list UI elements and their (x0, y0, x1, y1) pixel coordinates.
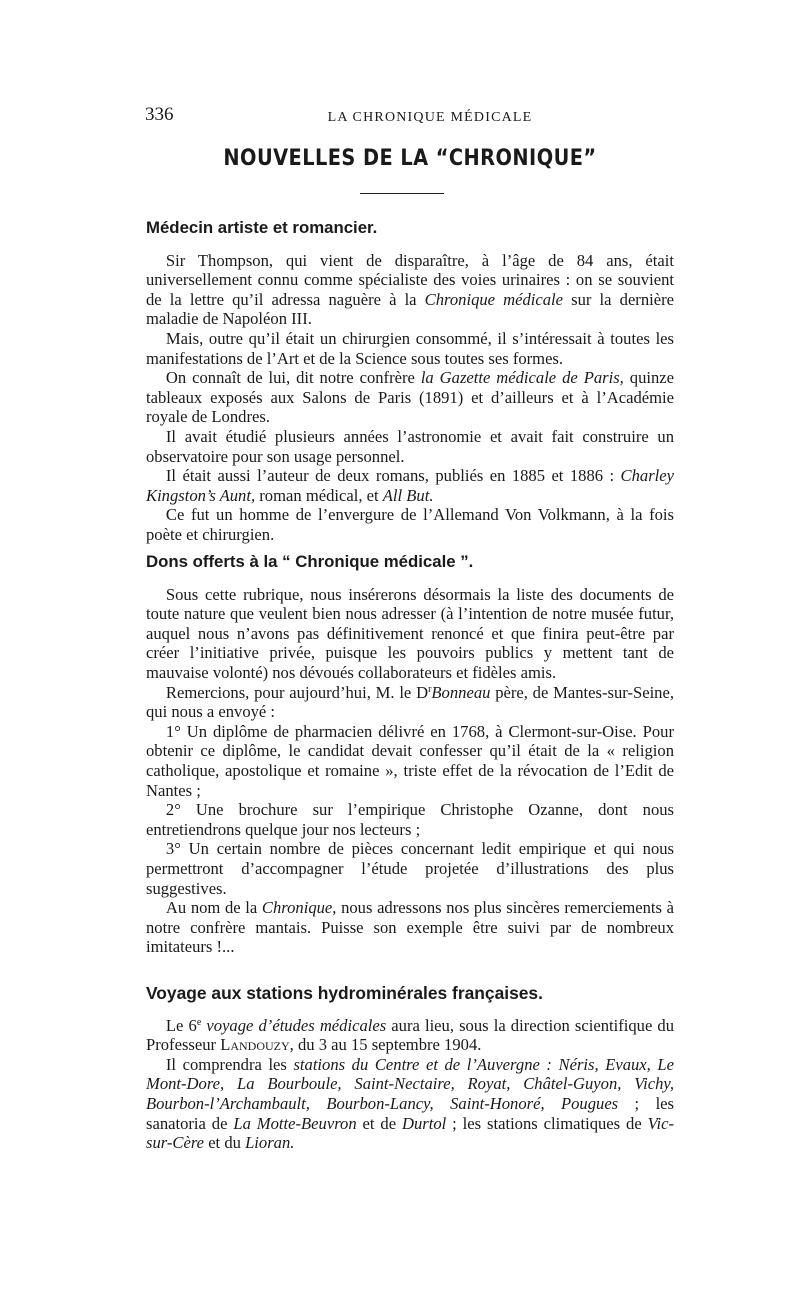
paragraph: Remercions, pour aujourd’hui, M. le $D^rBonneau$ père, de Mantes-sur-Seine, qui nous a envoyé : (146, 682, 674, 722)
paragraph: Mais, outre qu’il était un chirurgien consommé, il s’intéressait à toutes les manifestations de l’Art et de la Science sous toutes ses formes. (146, 328, 674, 368)
article-voyage-stations (146, 984, 674, 1153)
journal-title: LA CHRONIQUE MÉDICALE (327, 110, 533, 125)
paragraph: 3° Un certain nombre de pièces concernant ledit empirique et qui nous permettront d’accompagner l’étude projetée d’illustrations des plus suggestives. (146, 839, 674, 898)
paragraph: Sous cette rubrique, nous insérerons désormais la liste des documents de toute nature que veulent bien nous adresser (à l’intention de notre musée futur, auquel nous n’avons pas définitivement renoncé et que finira peut-être par créer l’initiative privée, puisque les pouvoirs publics y mettent tant de mauvaise volonté) nos dévoués collaborateurs et fidèles amis. (146, 584, 674, 682)
paragraph: 1° Un diplôme de pharmacien délivré en 1768, à Clermont-sur-Oise. Pour obtenir ce diplôme, le candidat devait confesser qu’il était de la « religion catholique, apostolique et romaine », triste effet de la révocation de l’Edit de Nantes ; (146, 721, 674, 800)
paragraph: Il avait étudié plusieurs années l’astronomie et avait fait construire un observatoire pour son usage personnel. (146, 426, 674, 466)
paragraph: Au nom de la Chronique, nous adressons nos plus sincères remerciements à notre confrère mantais. Puisse son exemple être suivi par de nombreux imitateurs !... (146, 898, 674, 957)
article-heading: Dons offerts à la “ Chronique médicale ”. (146, 552, 474, 571)
running-header (145, 104, 674, 126)
paragraph: Sir Thompson, qui vient de disparaître, à l’âge de 84 ans, était universellement connu comme spécialiste des voies urinaires : on se souvient de la lettre qu’il adressa naguère à la Chronique médicale sur la dernière maladie de Napoléon III. (146, 250, 674, 329)
paragraph: 2° Une brochure sur l’empirique Christophe Ozanne, dont nous entretiendrons quelque jour nos lecteurs ; (146, 800, 674, 839)
article-heading: Médecin artiste et romancier. (146, 218, 378, 237)
title-rule (360, 193, 444, 194)
paragraph: Il était aussi l’auteur de deux romans, publiés en 1885 et 1886 : Charley Kingston’s Aunt, roman médical, et All But. (146, 466, 674, 505)
paragraph: Il comprendra les stations du Centre et de l’Auvergne : Néris, Evaux, Le Mont-Dore, La Bourboule, Saint-Nectaire, Royat, Châtel-Guyon, Vichy, Bourbon-l’Archambault, Bourbon-Lancy, Saint-Honoré, Pougues ; les sanatoria de La Motte-Beuvron et de Durtol ; les stations climatiques de Vic-sur-Cère et du Lioran. (146, 1054, 675, 1153)
paragraph: On connaît de lui, dit notre confrère la Gazette médicale de Paris, quinze tableaux exposés aux Salons de Paris (1891) et d’ailleurs et à l’Académie royale de Londres. (146, 368, 674, 427)
section-title: NOUVELLES DE LA “CHRONIQUE” (223, 146, 597, 171)
article-dons-offerts (146, 552, 674, 957)
article-heading: Voyage aux stations hydrominérales françaises. (146, 983, 543, 1003)
paragraph: Ce fut un homme de l’envergure de l’Allemand Von Volkmann, à la fois poète et chirurgien. (146, 505, 674, 544)
page-number: 336 (145, 104, 174, 125)
paragraph: Le 6e voyage d’études médicales aura lieu, sous la direction scientifique du Professeur Landouzy, du 3 au 15 septembre 1904. (146, 1015, 675, 1055)
article-medecin-artiste (146, 218, 674, 545)
